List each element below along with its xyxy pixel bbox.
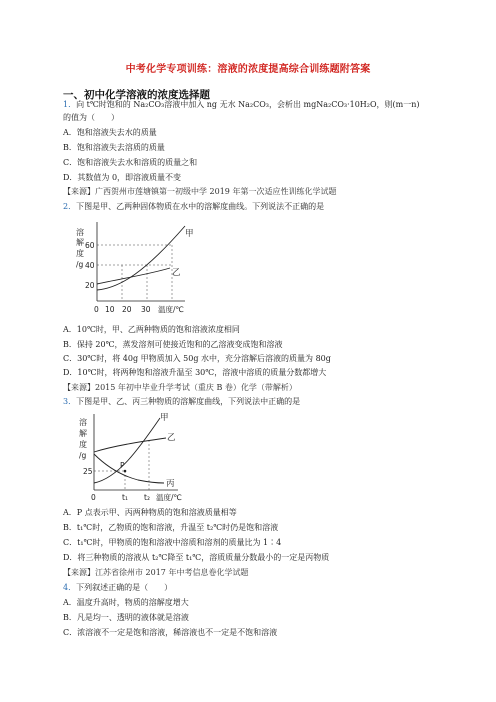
q1-option-c: C．饱和溶液失去水和溶质的质量之和 — [63, 158, 198, 167]
q3-xtick-t2: t₂ — [144, 493, 150, 502]
q3-xlabel: 温度/℃ — [156, 493, 182, 502]
q3-ylabel-2: 解 — [79, 429, 87, 438]
q1-stem-line1: 1．向 t℃时饱和的 Na₂CO₃溶液中加入 ng 无水 Na₂CO₃，会析出 mgNa₂CO₃·10H₂O，则(m一n) — [63, 100, 420, 109]
q2-option-b: B．保持 20℃，蒸发溶剂可使接近饱和的乙溶液变成饱和溶液 — [63, 340, 283, 349]
q1-option-a: A．饱和溶液失去水的质量 — [63, 128, 157, 137]
q2-xtick-0: 0 — [94, 305, 99, 314]
q1-source: 【来源】广西贺州市莲塘镇第一初级中学 2019 年第一次适应性训练化学试题 — [63, 187, 337, 196]
q2-option-c: C．30℃时，将 40g 甲物质加入 50g 水中，充分溶解后溶液的质量为 80g — [63, 354, 331, 363]
q2-ylabel-4: /g — [76, 260, 84, 269]
q1-option-d: D．其数值为 0，即溶液质量不变 — [63, 173, 182, 182]
q3-curve-yi — [94, 438, 166, 452]
section-heading: 一、初中化学溶液的浓度选择题 — [63, 89, 210, 101]
q2-solubility-chart — [75, 214, 195, 324]
q3-ylabel-4: /g — [79, 451, 87, 460]
q2-xtick-10: 10 — [105, 305, 115, 314]
q4-stem: 4．下列叙述正确的是（ ） — [63, 583, 173, 592]
q4-option-a: A．温度升高时，物质的溶解度增大 — [63, 598, 189, 607]
q3-source: 【来源】江苏省徐州市 2017 年中考信息卷化学试题 — [63, 568, 249, 577]
q2-xtick-30: 30 — [141, 305, 151, 314]
q3-xtick-0: 0 — [91, 493, 96, 502]
q4-number: 4． — [63, 583, 77, 592]
q3-option-d: D．将三种物质的溶液从 t₂℃降至 t₁℃，溶质质量分数最小的一定是丙物质 — [63, 553, 330, 562]
q3-option-a: A．P 点表示甲、丙两种物质的饱和溶液质量相等 — [63, 508, 237, 517]
q2-series-yi: 乙 — [172, 268, 181, 278]
q4-option-b: B．凡是均一、透明的液体就是溶液 — [63, 613, 189, 622]
q2-ytick-40: 40 — [85, 261, 95, 270]
q3-curve-jia — [94, 418, 160, 483]
q3-series-bing: 丙 — [166, 479, 175, 489]
q3-stem: 3．下图是甲、乙、丙三种物质的溶解度曲线，下列说法中正确的是 — [63, 397, 301, 406]
q2-xlabel: 温度/℃ — [158, 305, 184, 314]
q3-curve-bing — [94, 454, 164, 483]
q2-option-a: A．10℃时，甲、乙两种物质的饱和溶液浓度相同 — [63, 325, 240, 334]
q2-xtick-20: 20 — [122, 305, 132, 314]
q2-ytick-20: 20 — [85, 281, 95, 290]
q2-ylabel-2: 解 — [76, 238, 84, 247]
q2-ylabel-3: 度 — [76, 249, 84, 258]
q2-source: 【来源】2015 年初中毕业升学考试（重庆 B 卷）化学（带解析） — [63, 383, 297, 392]
document-title: 中考化学专项训练：溶液的浓度提高综合训练题附答案 — [125, 64, 371, 75]
q3-option-c: C．t₁℃时，甲物质的饱和溶液中溶质和溶剂的质量比为 1∶4 — [63, 538, 282, 547]
q3-xtick-t1: t₁ — [122, 493, 128, 502]
q3-ylabel-1: 溶 — [79, 418, 87, 427]
q3-series-jia: 甲 — [160, 413, 169, 423]
q4-option-c: C．浓溶液不一定是饱和溶液，稀溶液也不一定是不饱和溶液 — [63, 628, 278, 637]
q2-ytick-60: 60 — [85, 241, 95, 250]
q2-curve-yi — [97, 268, 170, 284]
q3-option-b: B．t₁℃时，乙物质的饱和溶液，升温至 t₂℃时仍是饱和溶液 — [63, 523, 279, 532]
q3-ytick-25: 25 — [83, 467, 93, 476]
q2-ylabel-1: 溶 — [76, 228, 84, 237]
q3-point-p-marker — [124, 470, 127, 473]
q3-solubility-chart — [78, 410, 188, 504]
q2-number: 2． — [63, 202, 77, 211]
q3-number: 3． — [63, 397, 77, 406]
q1-stem-line2: 的值为（ ） — [63, 113, 119, 122]
q3-ylabel-3: 度 — [79, 440, 87, 449]
q2-series-jia: 甲 — [185, 229, 194, 239]
q2-stem: 2．下图是甲、乙两种固体物质在水中的溶解度曲线。下列说法不正确的是 — [63, 202, 325, 211]
q3-series-yi: 乙 — [167, 433, 176, 443]
q1-option-b: B．饱和溶液失去溶质的质量 — [63, 143, 165, 152]
q3-point-p: P — [120, 461, 125, 470]
q1-number: 1． — [63, 100, 77, 109]
q2-option-d: D．10℃时，将两种饱和溶液升温至 30℃，溶液中溶质的质量分数都增大 — [63, 368, 327, 377]
